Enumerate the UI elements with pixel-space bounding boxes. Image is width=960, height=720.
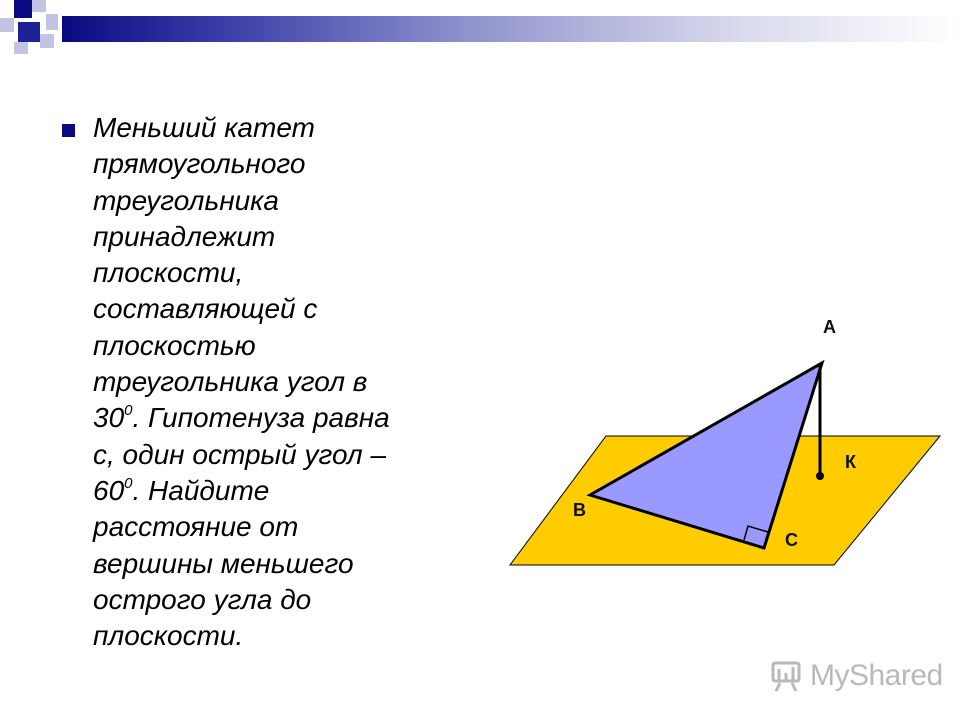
problem-line: . Найдите [132, 474, 270, 506]
watermark-text: MyShared [810, 659, 943, 692]
problem-line: вершины меньшего [93, 547, 354, 579]
problem-line: плоскости, [93, 257, 244, 289]
problem-line: с, один острый угол – [93, 438, 387, 470]
problem-line: 60 [93, 474, 125, 506]
label-b: В [573, 500, 586, 520]
header-square [0, 18, 14, 32]
watermark-logo [770, 656, 943, 696]
label-a: А [823, 317, 836, 337]
problem-line: расстояние от [93, 511, 299, 543]
label-k: К [845, 452, 856, 472]
header-gradient-bar [62, 16, 960, 42]
problem-line: составляющей с [93, 293, 318, 325]
problem-line: принадлежит [93, 220, 276, 252]
point-k [816, 472, 824, 480]
problem-line: треугольника [93, 184, 279, 216]
problem-line: треугольника угол в [93, 366, 368, 398]
problem-text [93, 110, 453, 654]
problem-line: плоскостью [93, 329, 256, 361]
geometry-diagram [500, 300, 950, 580]
header-square [18, 22, 40, 42]
problem-line: 30 [93, 402, 125, 434]
presentation-board-icon [770, 659, 804, 693]
bullet-square-icon [62, 124, 75, 137]
header-square [32, 0, 46, 12]
degree-superscript: 0 [124, 474, 133, 492]
problem-line: . Гипотенуза равна [132, 402, 390, 434]
degree-superscript: 0 [124, 402, 133, 420]
problem-line: прямоугольного [93, 148, 306, 180]
label-c: С [785, 530, 798, 550]
problem-line: плоскости. [93, 620, 244, 652]
problem-line: Меньший катет [93, 112, 315, 143]
header-square [46, 14, 58, 30]
header-square [14, 0, 32, 18]
problem-line: острого угла до [93, 583, 312, 615]
header-square [14, 42, 28, 54]
header-square [40, 34, 54, 48]
